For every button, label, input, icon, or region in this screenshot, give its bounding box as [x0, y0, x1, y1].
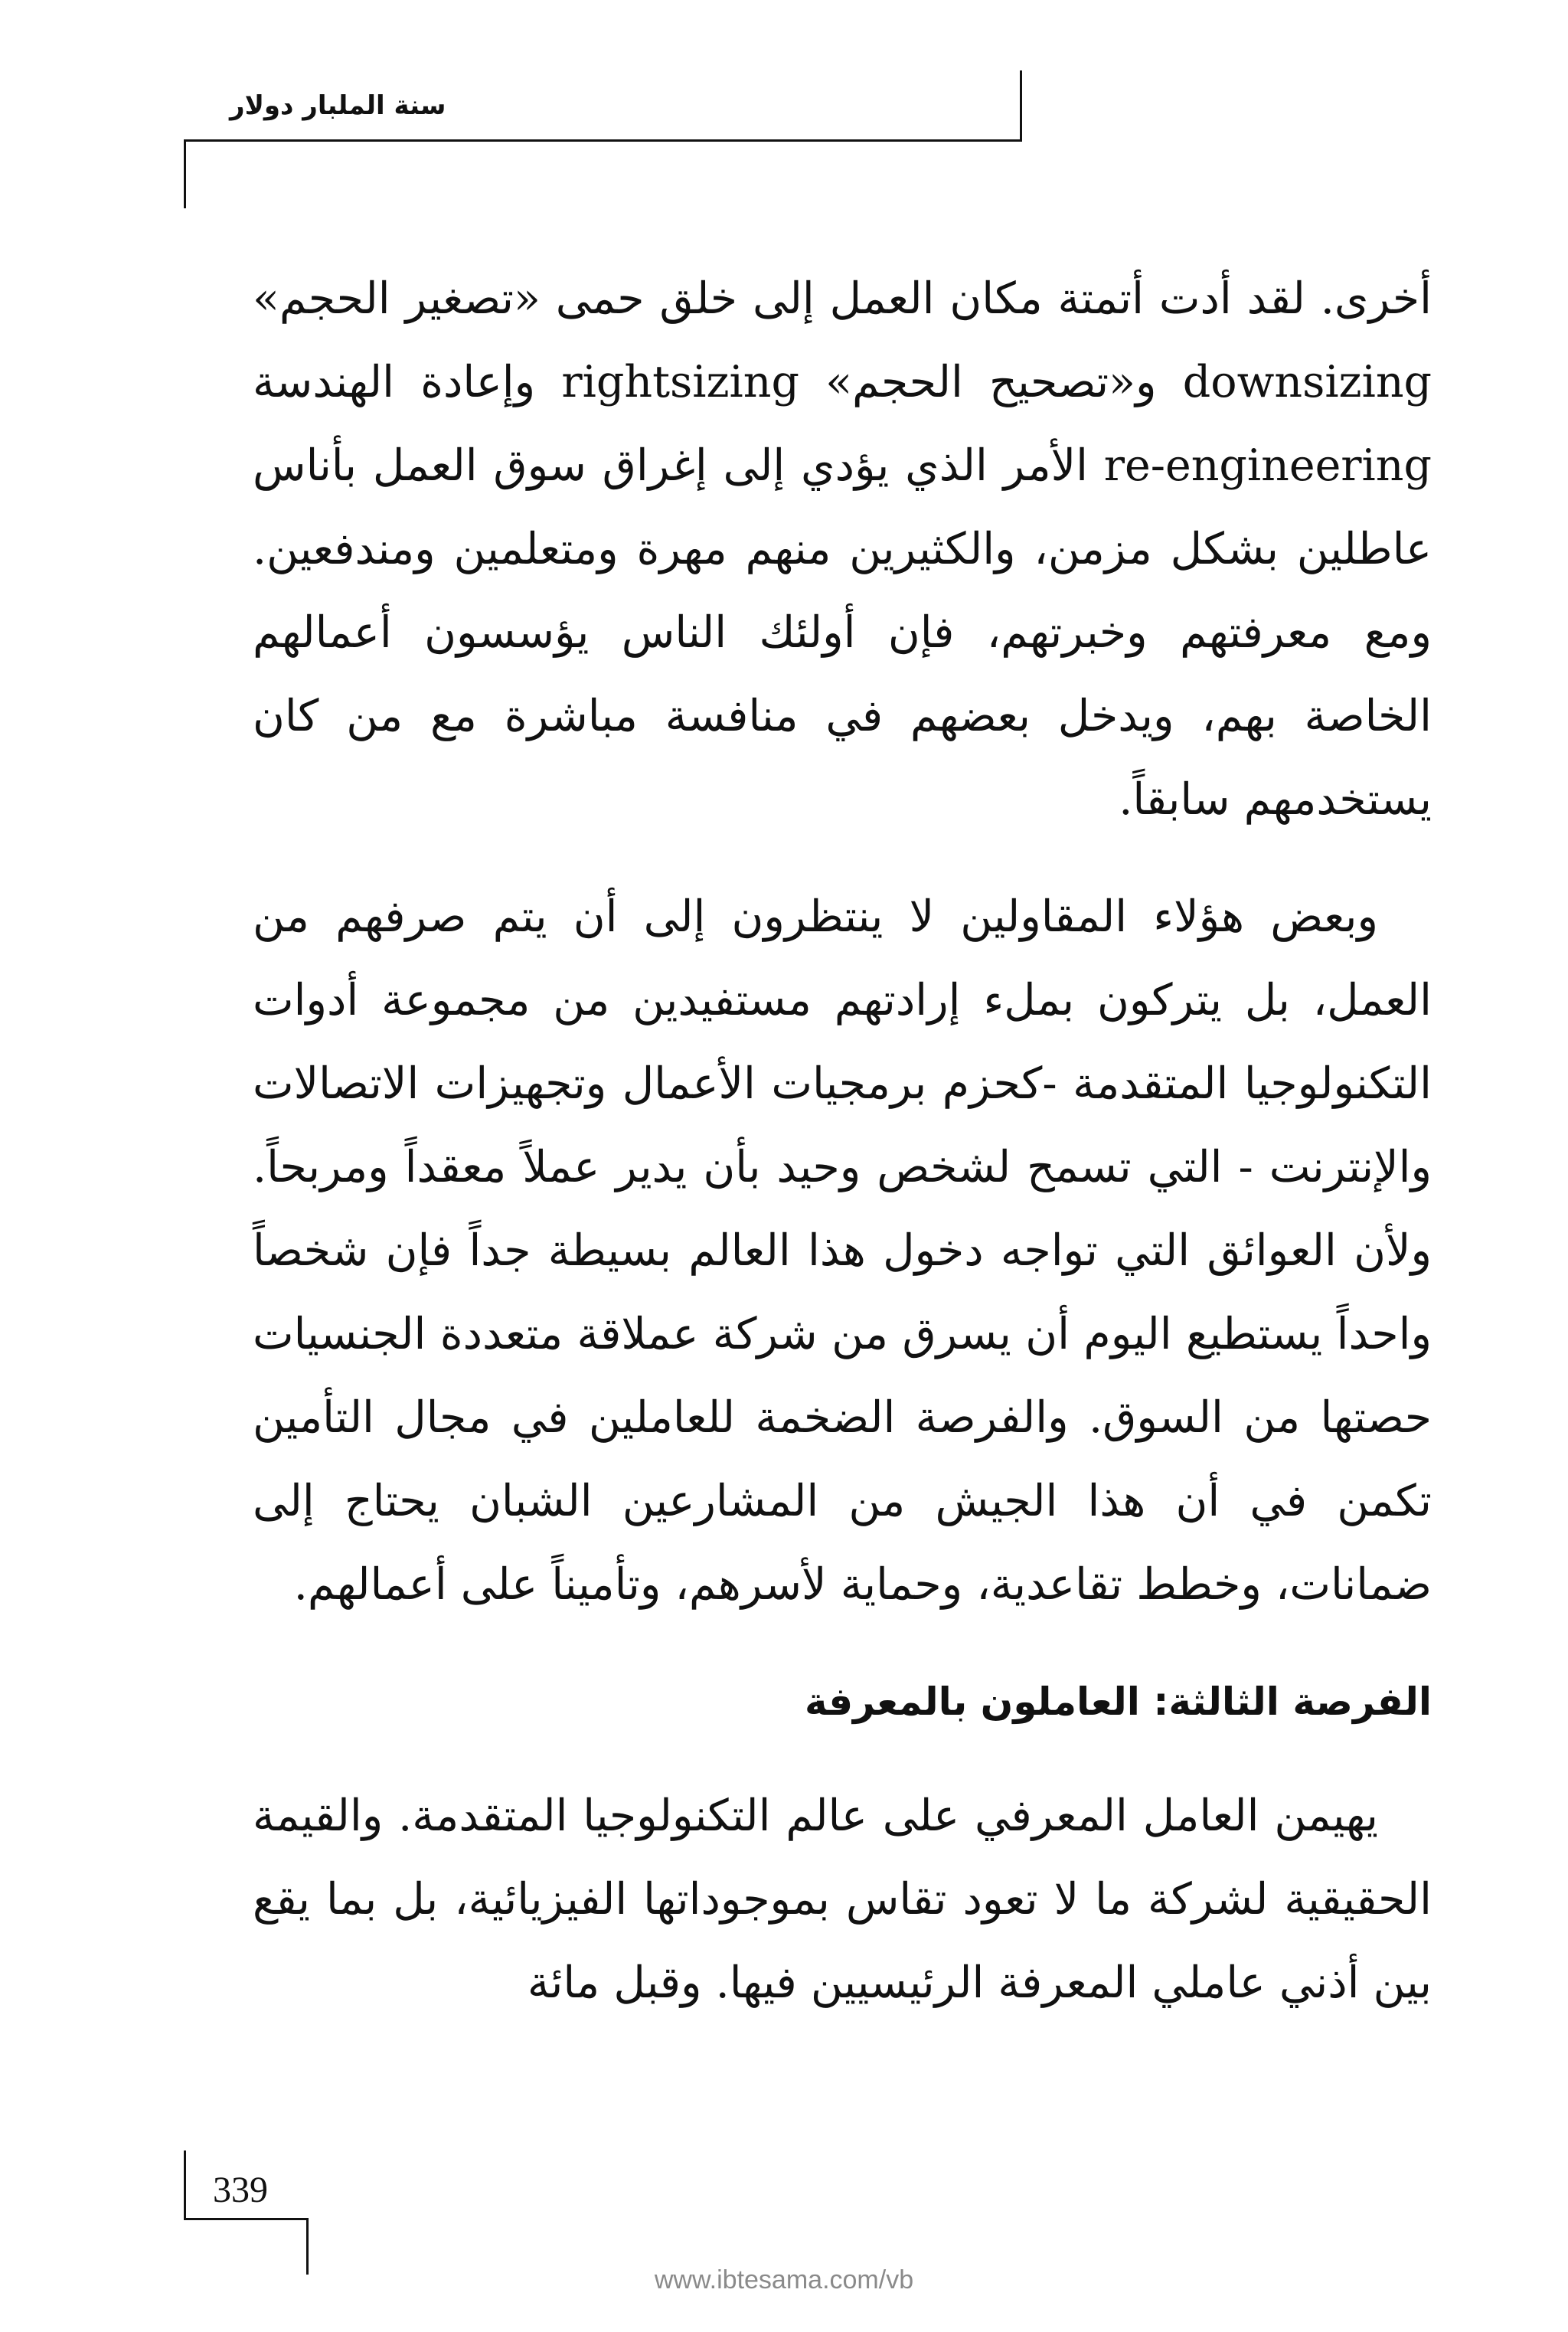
section-heading: الفرصة الثالثة: العاملون بالمعرفة: [805, 1679, 1432, 1724]
page-number: 339: [213, 2170, 268, 2210]
body-text: [253, 257, 1432, 2025]
header-frame-right-line: [1020, 70, 1022, 141]
footer-frame-bottom-line: [184, 2218, 308, 2220]
header-frame-top-line: [184, 139, 1022, 142]
paragraph-3: يهيمن العامل المعرفي على عالم التكنولوجيا المتقدمة. والقيمة الحقيقية لشركة ما لا تعود تقاس بموجوداتها الفيزيائية، بل بما يقع بين أذني عاملي المعرفة الرئيسيين فيها. وقبل مائة: [253, 1791, 1432, 2008]
paragraph-2: وبعض هؤلاء المقاولين لا ينتظرون إلى أن يتم صرفهم من العمل، بل يتركون بملء إرادتهم مستفيدين من مجموعة أدوات التكنولوجيا المتقدمة -كحزم برمجيات الأعمال وتجهيزات الاتصالات والإنترنت - التي تسمح لشخص وحيد بأن يدير عملاً معقداً ومربحاً. ولأن العوائق التي تواجه دخول هذا العالم بسيطة جداً فإن شخصاً واحداً يستطيع اليوم أن يسرق من شركة عملاقة متعددة الجنسيات حصتها من السوق. والفرصة الضخمة للعاملين في مجال التأمين تكمن في أن هذا الجيش من المشارعين الشبان يحتاج إلى ضمانات، وخطط تقاعدية، وحماية لأسرهم، وتأميناً على أعمالهم.: [253, 891, 1432, 1610]
footer-frame-left-line: [184, 2150, 186, 2219]
paragraph-1: أخرى. لقد أدت أتمتة مكان العمل إلى خلق حمى «تصغير الحجم» downsizing و«تصحيح الحجم» rightsizing وإعادة الهندسة re-engineering الأمر الذي يؤدي إلى إغراق سوق العمل بأناس عاطلين بشكل مزمن، والكثيرين منهم مهرة ومتعلمين ومندفعين. ومع معرفتهم وخبرتهم، فإن أولئك الناس يؤسسون أعمالهم الخاصة بهم، ويدخل بعضهم في منافسة مباشرة مع من كان يستخدمهم سابقاً.: [253, 273, 1432, 825]
header-frame-left-line: [184, 139, 186, 208]
running-header-title: سنة الملبار دولار: [230, 90, 446, 121]
watermark-url: www.ibtesama.com/vb: [654, 2265, 914, 2294]
